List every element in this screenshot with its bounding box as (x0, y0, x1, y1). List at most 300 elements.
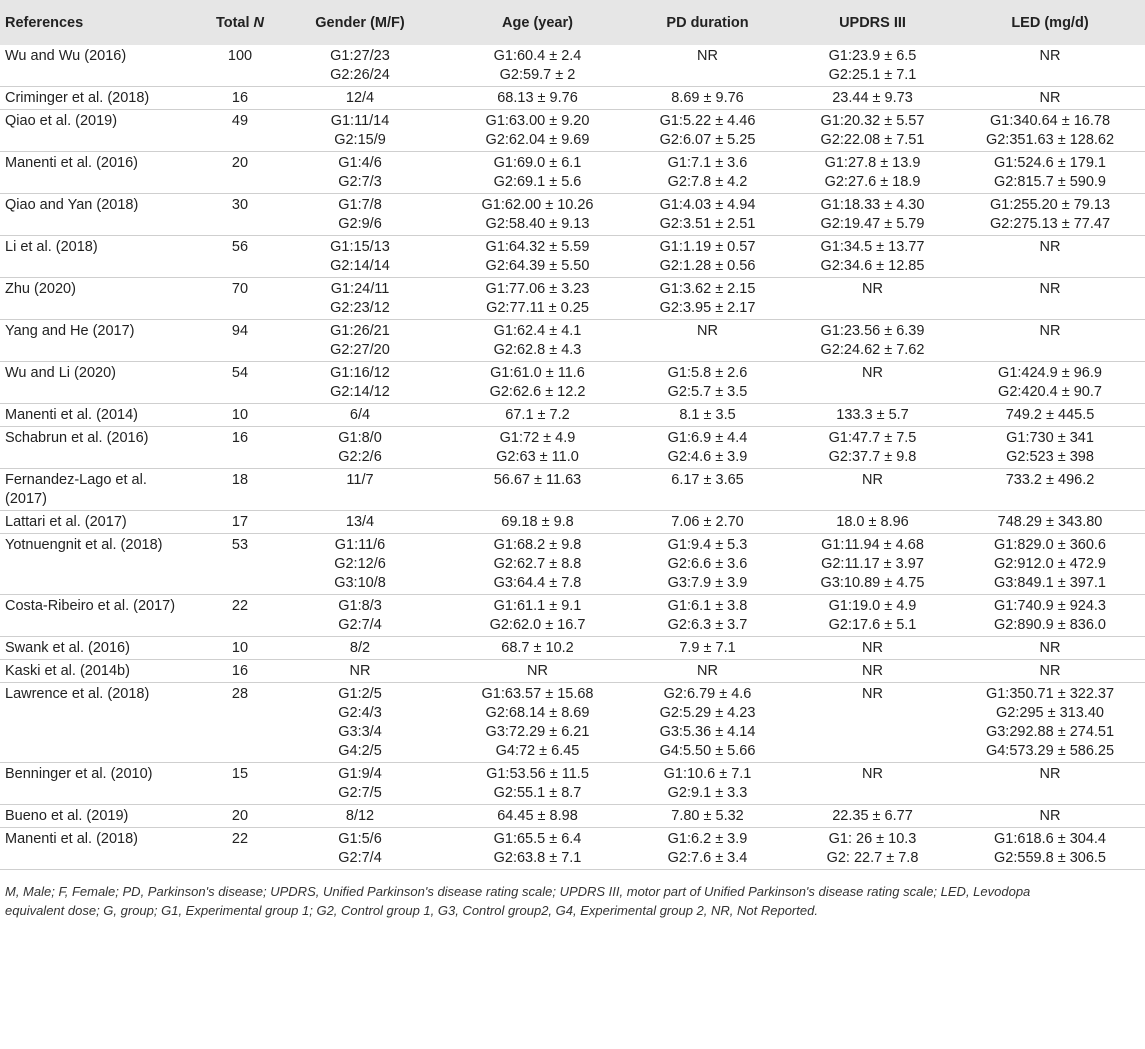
led-cell-line: G1:618.6 ± 304.4 (994, 831, 1106, 847)
updrs-cell-line: G2:11.17 ± 3.97 (821, 556, 924, 572)
pd-duration-cell-line: NR (697, 663, 718, 679)
pd-duration-cell (625, 194, 790, 236)
table-row (0, 427, 1145, 469)
total-n-cell: 20 (231, 155, 249, 171)
age-cell (450, 45, 625, 87)
led-cell (955, 828, 1145, 870)
age-cell-line: G2:77.11 ± 0.25 (486, 300, 589, 316)
pd-duration-cell (625, 45, 790, 87)
gender-cell-line: G1:4/6 (338, 155, 382, 171)
reference-cell (0, 194, 210, 236)
led-cell-line: G1:730 ± 341 (1006, 430, 1094, 446)
total-n-cell: 15 (231, 766, 249, 782)
reference-cell (0, 637, 210, 660)
pd-duration-cell-line: G1:6.9 ± 4.4 (667, 430, 748, 446)
gender-cell-line: G1:11/6 (334, 537, 386, 553)
pd-duration-cell (625, 511, 790, 534)
header-led: LED (mg/d) (955, 0, 1145, 45)
updrs-cell (790, 637, 955, 660)
reference-cell (0, 595, 210, 637)
header-references: References (0, 0, 210, 45)
header-age: Age (year) (450, 0, 625, 45)
gender-cell-line: G2:14/12 (330, 384, 390, 400)
header-total-n (210, 0, 270, 45)
updrs-cell (790, 404, 955, 427)
pd-duration-cell-line: G1:5.8 ± 2.6 (667, 365, 748, 381)
gender-cell (270, 637, 450, 660)
gender-cell-line: G2:7/3 (338, 174, 382, 190)
pd-duration-cell (625, 469, 790, 511)
updrs-cell-line: G2:17.6 ± 5.1 (828, 617, 917, 633)
reference-cell-line: Criminger et al. (2018) (5, 90, 150, 106)
table-row (0, 236, 1145, 278)
gender-cell-line: 8/2 (349, 640, 371, 656)
updrs-cell-line: G2:27.6 ± 18.9 (824, 174, 921, 190)
age-cell-line: 69.18 ± 9.8 (501, 514, 574, 530)
footnote-line: equivalent dose; G, group; G1, Experimental group 1; G2, Control group 1, G3, Control group2, G4, Experimental group 2, NR, Not Reported. (5, 903, 818, 918)
led-cell-line: NR (1039, 239, 1061, 255)
header-pd-duration: PD duration (625, 0, 790, 45)
age-cell-line: 67.1 ± 7.2 (505, 407, 570, 423)
pd-duration-cell-line: NR (697, 48, 718, 64)
age-cell (450, 828, 625, 870)
updrs-cell (790, 763, 955, 805)
reference-cell (0, 805, 210, 828)
age-cell-line: G1:61.1 ± 9.1 (493, 598, 582, 614)
led-cell-line: G2:295 ± 313.40 (996, 705, 1104, 721)
updrs-cell-line: NR (862, 365, 883, 381)
reference-cell (0, 236, 210, 278)
reference-cell (0, 511, 210, 534)
pd-duration-cell-line: G2:6.6 ± 3.6 (667, 556, 748, 572)
led-cell-line: NR (1039, 90, 1061, 106)
gender-cell (270, 469, 450, 511)
updrs-cell-line: 22.35 ± 6.77 (832, 808, 913, 824)
gender-cell-line: G2:12/6 (334, 556, 386, 572)
pd-duration-cell (625, 236, 790, 278)
updrs-cell-line: NR (862, 640, 883, 656)
led-cell-line: NR (1039, 323, 1061, 339)
pd-duration-cell-line: G2:6.07 ± 5.25 (659, 132, 756, 148)
gender-cell-line: G1:26/21 (330, 323, 390, 339)
reference-cell (0, 152, 210, 194)
led-cell-line: 748.29 ± 343.80 (997, 514, 1103, 530)
age-cell-line: NR (527, 663, 548, 679)
gender-cell-line: NR (349, 663, 371, 679)
gender-cell-line: 13/4 (345, 514, 375, 530)
pd-duration-cell (625, 534, 790, 595)
total-n-cell: 16 (231, 430, 249, 446)
gender-cell-line: G1:2/5 (338, 686, 382, 702)
led-cell-line: G2:815.7 ± 590.9 (994, 174, 1106, 190)
reference-cell-line: Wu and Li (2020) (5, 365, 116, 381)
age-cell (450, 805, 625, 828)
gender-cell (270, 763, 450, 805)
age-cell (450, 511, 625, 534)
gender-cell (270, 87, 450, 110)
gender-cell (270, 236, 450, 278)
updrs-cell-line: G1:18.33 ± 4.30 (820, 197, 925, 213)
led-cell-line: G3:849.1 ± 397.1 (994, 575, 1106, 591)
gender-cell-line: 6/4 (349, 407, 371, 423)
gender-cell-line: G1:9/4 (338, 766, 382, 782)
gender-cell (270, 278, 450, 320)
pd-duration-cell-line: 6.17 ± 3.65 (671, 472, 744, 488)
age-cell (450, 683, 625, 763)
led-cell (955, 805, 1145, 828)
updrs-cell (790, 45, 955, 87)
age-cell (450, 194, 625, 236)
reference-cell-line: Lattari et al. (2017) (5, 514, 127, 530)
table-row (0, 152, 1145, 194)
gender-cell-line: G2:7/5 (338, 785, 382, 801)
table-row (0, 660, 1145, 683)
total-n-cell: 56 (231, 239, 249, 255)
pd-duration-cell (625, 87, 790, 110)
updrs-cell (790, 427, 955, 469)
led-cell (955, 469, 1145, 511)
reference-cell (0, 320, 210, 362)
gender-cell-line: G1:24/11 (330, 281, 390, 297)
footnote-line: M, Male; F, Female; PD, Parkinson's disease; UPDRS, Unified Parkinson's disease rating scale; UPDRS III, motor part of Unified Parkinson's disease rating scale; LED, Levodopa (5, 884, 1031, 899)
table-footnote (0, 870, 1145, 920)
updrs-cell-line: NR (862, 686, 883, 702)
reference-cell-line: Yang and He (2017) (5, 323, 135, 339)
updrs-cell-line: NR (862, 663, 883, 679)
total-n-cell: 16 (231, 663, 249, 679)
updrs-cell-line: G2:22.08 ± 7.51 (820, 132, 925, 148)
gender-cell-line: G2:4/3 (338, 705, 382, 721)
gender-cell-line: G2:27/20 (330, 342, 390, 358)
age-cell (450, 660, 625, 683)
pd-duration-cell-line: G1:9.4 ± 5.3 (667, 537, 748, 553)
updrs-cell-line: G2:34.6 ± 12.85 (820, 258, 925, 274)
led-cell-line: G1:740.9 ± 924.3 (994, 598, 1106, 614)
updrs-cell (790, 194, 955, 236)
table-row (0, 534, 1145, 595)
age-cell-line: G1:62.4 ± 4.1 (493, 323, 582, 339)
updrs-cell (790, 87, 955, 110)
pd-duration-cell (625, 683, 790, 763)
gender-cell-line: G1:27/23 (330, 48, 390, 64)
gender-cell-line: G4:2/5 (338, 743, 382, 759)
updrs-cell (790, 511, 955, 534)
led-cell-line: G2:351.63 ± 128.62 (985, 132, 1115, 148)
header-row (0, 0, 1145, 45)
reference-cell (0, 404, 210, 427)
led-cell (955, 45, 1145, 87)
updrs-cell (790, 362, 955, 404)
pd-duration-cell (625, 278, 790, 320)
gender-cell-line: G2:7/4 (338, 617, 382, 633)
age-cell (450, 152, 625, 194)
updrs-cell-line: G2:24.62 ± 7.62 (820, 342, 925, 358)
table-row (0, 683, 1145, 763)
table-row (0, 469, 1145, 511)
pd-duration-cell (625, 763, 790, 805)
led-cell-line: G2:420.4 ± 90.7 (998, 384, 1102, 400)
gender-cell-line: 12/4 (345, 90, 375, 106)
pd-duration-cell-line: G4:5.50 ± 5.66 (659, 743, 756, 759)
age-cell-line: G2:62.8 ± 4.3 (493, 342, 582, 358)
updrs-cell (790, 236, 955, 278)
led-cell-line: 733.2 ± 496.2 (1005, 472, 1095, 488)
gender-cell-line: 11/7 (346, 472, 374, 488)
pd-duration-cell-line: G1:3.62 ± 2.15 (659, 281, 756, 297)
age-cell (450, 427, 625, 469)
gender-cell-line: G2:26/24 (330, 67, 390, 83)
led-cell (955, 683, 1145, 763)
pd-duration-cell-line: G1:6.2 ± 3.9 (667, 831, 748, 847)
table-row (0, 595, 1145, 637)
table-row (0, 828, 1145, 870)
updrs-cell-line: NR (862, 281, 883, 297)
updrs-cell (790, 152, 955, 194)
pd-duration-cell (625, 404, 790, 427)
age-cell-line: 56.67 ± 11.63 (493, 472, 582, 488)
reference-cell-line: Fernandez-Lago et al. (5, 472, 147, 488)
reference-cell (0, 763, 210, 805)
pd-duration-cell (625, 828, 790, 870)
pd-duration-cell-line: G1:6.1 ± 3.8 (667, 598, 748, 614)
age-cell (450, 87, 625, 110)
pd-duration-cell-line: G2:6.3 ± 3.7 (667, 617, 748, 633)
updrs-cell-line: G1:20.32 ± 5.57 (820, 113, 925, 129)
updrs-cell (790, 660, 955, 683)
reference-cell-line: Manenti et al. (2018) (5, 831, 138, 847)
pd-duration-cell-line: G2:5.29 ± 4.23 (659, 705, 756, 721)
age-cell (450, 637, 625, 660)
reference-cell-line: Zhu (2020) (5, 281, 76, 297)
reference-cell-line: Benninger et al. (2010) (5, 766, 153, 782)
total-n-cell: 16 (231, 90, 249, 106)
table-row (0, 763, 1145, 805)
led-cell-line: G1:524.6 ± 179.1 (994, 155, 1106, 171)
gender-cell (270, 660, 450, 683)
pd-duration-cell-line: G2:1.28 ± 0.56 (659, 258, 756, 274)
reference-cell-line: Bueno et al. (2019) (5, 808, 129, 824)
updrs-cell-line: G1:23.9 ± 6.5 (828, 48, 917, 64)
gender-cell-line: G2:9/6 (338, 216, 382, 232)
table-body (0, 45, 1145, 870)
total-n-cell: 10 (231, 407, 249, 423)
age-cell-line: G2:64.39 ± 5.50 (485, 258, 590, 274)
age-cell-line: G2:63 ± 11.0 (496, 449, 579, 465)
led-cell-line: NR (1039, 48, 1061, 64)
reference-cell (0, 110, 210, 152)
pd-duration-cell-line: G3:5.36 ± 4.14 (659, 724, 756, 740)
pd-duration-cell-line: 7.80 ± 5.32 (671, 808, 744, 824)
table-row (0, 87, 1145, 110)
pd-duration-cell-line: G1:7.1 ± 3.6 (667, 155, 748, 171)
updrs-cell (790, 469, 955, 511)
age-cell-line: 68.13 ± 9.76 (497, 90, 578, 106)
updrs-cell-line: G1:27.8 ± 13.9 (824, 155, 921, 171)
pd-duration-cell (625, 152, 790, 194)
led-cell-line: G1:350.71 ± 322.37 (985, 686, 1115, 702)
pd-duration-cell (625, 595, 790, 637)
pd-duration-cell (625, 427, 790, 469)
led-cell-line: G4:573.29 ± 586.25 (985, 743, 1115, 759)
age-cell-line: G2:62.0 ± 16.7 (489, 617, 586, 633)
gender-cell-line: G2:2/6 (338, 449, 382, 465)
age-cell-line: G1:64.32 ± 5.59 (485, 239, 590, 255)
table-row (0, 320, 1145, 362)
reference-cell-line: Qiao et al. (2019) (5, 113, 118, 129)
age-cell-line: G1:61.0 ± 11.6 (490, 365, 585, 381)
age-cell (450, 534, 625, 595)
updrs-cell-line: G1:19.0 ± 4.9 (828, 598, 917, 614)
led-cell-line: NR (1039, 663, 1061, 679)
led-cell-line: G2:275.13 ± 77.47 (989, 216, 1111, 232)
total-n-cell: 53 (231, 537, 249, 553)
age-cell-line: G1:62.00 ± 10.26 (481, 197, 594, 213)
pd-duration-cell-line: G1:1.19 ± 0.57 (659, 239, 756, 255)
pd-duration-cell (625, 805, 790, 828)
pd-duration-cell-line: G2:7.6 ± 3.4 (667, 850, 748, 866)
age-cell-line: G1:72 ± 4.9 (499, 430, 576, 446)
reference-cell-line: (2017) (5, 491, 47, 507)
reference-cell-line: Wu and Wu (2016) (5, 48, 127, 64)
total-n-cell: 94 (231, 323, 249, 339)
gender-cell (270, 511, 450, 534)
pd-duration-cell (625, 110, 790, 152)
reference-cell-line: Kaski et al. (2014b) (5, 663, 130, 679)
pd-duration-cell-line: 7.9 ± 7.1 (679, 640, 736, 656)
table-row (0, 194, 1145, 236)
gender-cell-line: G1:15/13 (330, 239, 390, 255)
reference-cell (0, 87, 210, 110)
updrs-cell-line: G2:25.1 ± 7.1 (828, 67, 917, 83)
gender-cell (270, 194, 450, 236)
led-cell (955, 236, 1145, 278)
pd-duration-cell-line: G2:5.7 ± 3.5 (667, 384, 748, 400)
age-cell-line: G2:62.7 ± 8.8 (493, 556, 582, 572)
updrs-cell (790, 534, 955, 595)
gender-cell-line: G1:5/6 (338, 831, 382, 847)
age-cell-line: 64.45 ± 8.98 (497, 808, 578, 824)
reference-cell-line: Manenti et al. (2016) (5, 155, 138, 171)
led-cell-line: NR (1039, 766, 1061, 782)
led-cell (955, 152, 1145, 194)
header-gender: Gender (M/F) (270, 0, 450, 45)
pd-duration-cell-line: G2:6.79 ± 4.6 (663, 686, 752, 702)
led-cell-line: G3:292.88 ± 274.51 (985, 724, 1115, 740)
updrs-cell (790, 683, 955, 763)
pd-duration-cell (625, 637, 790, 660)
table-row (0, 362, 1145, 404)
age-cell-line: G3:72.29 ± 6.21 (485, 724, 590, 740)
total-n-cell: 22 (231, 598, 249, 614)
pd-duration-cell-line: G2:7.8 ± 4.2 (667, 174, 748, 190)
header-total-label: Total (215, 14, 250, 31)
led-cell (955, 194, 1145, 236)
gender-cell (270, 427, 450, 469)
updrs-cell-line: G1: 26 ± 10.3 (828, 831, 917, 847)
updrs-cell (790, 595, 955, 637)
updrs-cell-line: G2:37.7 ± 9.8 (828, 449, 917, 465)
gender-cell (270, 805, 450, 828)
reference-cell (0, 362, 210, 404)
led-cell (955, 763, 1145, 805)
updrs-cell (790, 805, 955, 828)
led-cell-line: G2:890.9 ± 836.0 (994, 617, 1106, 633)
reference-cell (0, 660, 210, 683)
header-total-n-italic: N (253, 14, 265, 31)
updrs-cell-line: NR (862, 766, 883, 782)
updrs-cell-line: G1:23.56 ± 6.39 (820, 323, 925, 339)
gender-cell-line: G3:10/8 (334, 575, 386, 591)
header-updrs: UPDRS III (790, 0, 955, 45)
pd-duration-cell-line: G1:5.22 ± 4.46 (659, 113, 756, 129)
total-n-cell: 30 (231, 197, 249, 213)
age-cell (450, 595, 625, 637)
led-cell (955, 404, 1145, 427)
gender-cell (270, 362, 450, 404)
pd-duration-cell (625, 660, 790, 683)
reference-cell-line: Manenti et al. (2014) (5, 407, 138, 423)
age-cell-line: G1:63.00 ± 9.20 (485, 113, 590, 129)
age-cell-line: G2:58.40 ± 9.13 (485, 216, 590, 232)
reference-cell-line: Li et al. (2018) (5, 239, 98, 255)
reference-cell (0, 683, 210, 763)
led-cell-line: G1:340.64 ± 16.78 (989, 113, 1111, 129)
pd-duration-cell-line: G3:7.9 ± 3.9 (667, 575, 748, 591)
gender-cell-line: G1:11/14 (330, 113, 390, 129)
age-cell (450, 362, 625, 404)
led-cell (955, 320, 1145, 362)
age-cell-line: G1:68.2 ± 9.8 (493, 537, 582, 553)
updrs-cell-line: G2: 22.7 ± 7.8 (826, 850, 919, 866)
gender-cell (270, 110, 450, 152)
reference-cell-line: Schabrun et al. (2016) (5, 430, 149, 446)
gender-cell-line: G2:23/12 (330, 300, 390, 316)
led-cell (955, 637, 1145, 660)
reference-cell-line: Yotnuengnit et al. (2018) (5, 537, 163, 553)
total-n-cell: 18 (231, 472, 249, 488)
total-n-cell: 20 (231, 808, 249, 824)
gender-cell (270, 404, 450, 427)
pd-duration-cell-line: G2:3.95 ± 2.17 (659, 300, 756, 316)
table-row (0, 45, 1145, 87)
total-n-cell: 28 (231, 686, 249, 702)
updrs-cell-line: 23.44 ± 9.73 (832, 90, 913, 106)
updrs-cell (790, 828, 955, 870)
updrs-cell-line: G3:10.89 ± 4.75 (820, 575, 925, 591)
gender-cell-line: 8/12 (345, 808, 375, 824)
age-cell (450, 404, 625, 427)
pd-duration-cell-line: G1:10.6 ± 7.1 (663, 766, 752, 782)
led-cell (955, 362, 1145, 404)
gender-cell (270, 152, 450, 194)
gender-cell-line: G3:3/4 (338, 724, 382, 740)
gender-cell (270, 534, 450, 595)
total-n-cell: 22 (231, 831, 249, 847)
age-cell (450, 763, 625, 805)
table-row (0, 511, 1145, 534)
pd-duration-cell-line: 8.69 ± 9.76 (671, 90, 744, 106)
age-cell (450, 469, 625, 511)
led-cell-line: G2:559.8 ± 306.5 (994, 850, 1106, 866)
age-cell-line: G2:55.1 ± 8.7 (493, 785, 582, 801)
age-cell-line: 68.7 ± 10.2 (501, 640, 574, 656)
led-cell (955, 660, 1145, 683)
gender-cell (270, 45, 450, 87)
reference-cell (0, 45, 210, 87)
table-row (0, 637, 1145, 660)
age-cell-line: G2:63.8 ± 7.1 (493, 850, 582, 866)
led-cell-line: G2:912.0 ± 472.9 (994, 556, 1106, 572)
